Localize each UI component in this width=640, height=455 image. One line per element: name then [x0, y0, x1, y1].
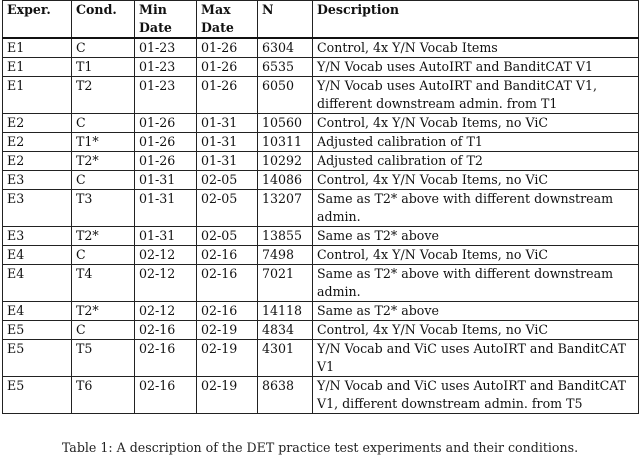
- cell-exper: E4: [3, 246, 72, 265]
- header-n: N: [258, 1, 313, 39]
- cell-cond: T2*: [72, 152, 135, 171]
- header-max-date: Max Date: [197, 1, 258, 39]
- cell-description: Control, 4x Y/N Vocab Items, no ViC: [313, 246, 639, 265]
- table-row: [3, 302, 639, 321]
- table-row: [3, 133, 639, 152]
- cell-max-date: 01-31: [197, 114, 258, 133]
- cell-cond: T1: [72, 58, 135, 77]
- cell-max-date: 02-16: [197, 302, 258, 321]
- header-cond: Cond.: [72, 1, 135, 39]
- cell-n: 14118: [258, 302, 313, 321]
- cell-description: Adjusted calibration of T1: [313, 133, 639, 152]
- cell-cond: C: [72, 246, 135, 265]
- cell-cond: T1*: [72, 133, 135, 152]
- cell-cond: T2*: [72, 302, 135, 321]
- cell-exper: E5: [3, 321, 72, 340]
- cell-description: Same as T2* above with different downstream admin.: [313, 190, 639, 227]
- cell-cond: T6: [72, 377, 135, 414]
- cell-description: Adjusted calibration of T2: [313, 152, 639, 171]
- table-row: [3, 77, 639, 114]
- cell-n: 6304: [258, 38, 313, 58]
- cell-exper: E3: [3, 190, 72, 227]
- cell-n: 8638: [258, 377, 313, 414]
- experiments-table: [2, 0, 639, 414]
- cell-exper: E1: [3, 77, 72, 114]
- header-row: [3, 1, 639, 39]
- cell-description: Y/N Vocab uses AutoIRT and BanditCAT V1: [313, 58, 639, 77]
- cell-description: Control, 4x Y/N Vocab Items, no ViC: [313, 114, 639, 133]
- cell-exper: E3: [3, 227, 72, 246]
- cell-max-date: 02-05: [197, 227, 258, 246]
- cell-min-date: 02-16: [135, 340, 197, 377]
- table-row: [3, 321, 639, 340]
- cell-description: Y/N Vocab and ViC uses AutoIRT and BanditCAT V1: [313, 340, 639, 377]
- cell-cond: C: [72, 38, 135, 58]
- cell-min-date: 01-31: [135, 190, 197, 227]
- cell-cond: C: [72, 171, 135, 190]
- cell-min-date: 01-23: [135, 38, 197, 58]
- table-row: [3, 58, 639, 77]
- header-min-date: Min Date: [135, 1, 197, 39]
- cell-description: Y/N Vocab uses AutoIRT and BanditCAT V1, different downstream admin. from T1: [313, 77, 639, 114]
- cell-max-date: 02-16: [197, 265, 258, 302]
- cell-exper: E5: [3, 377, 72, 414]
- cell-description: Same as T2* above: [313, 227, 639, 246]
- cell-cond: T2: [72, 77, 135, 114]
- cell-max-date: 02-19: [197, 377, 258, 414]
- cell-description: Control, 4x Y/N Vocab Items: [313, 38, 639, 58]
- cell-cond: C: [72, 114, 135, 133]
- cell-min-date: 01-26: [135, 114, 197, 133]
- cell-cond: T4: [72, 265, 135, 302]
- cell-n: 4301: [258, 340, 313, 377]
- cell-exper: E1: [3, 58, 72, 77]
- cell-cond: C: [72, 321, 135, 340]
- cell-n: 10311: [258, 133, 313, 152]
- cell-min-date: 02-16: [135, 377, 197, 414]
- cell-description: Same as T2* above: [313, 302, 639, 321]
- cell-min-date: 01-31: [135, 171, 197, 190]
- cell-min-date: 01-31: [135, 227, 197, 246]
- cell-max-date: 02-05: [197, 190, 258, 227]
- cell-description: Control, 4x Y/N Vocab Items, no ViC: [313, 171, 639, 190]
- table-caption: Table 1: A description of the DET practice test experiments and their conditions.: [61, 440, 579, 455]
- cell-description: Y/N Vocab and ViC uses AutoIRT and BanditCAT V1, different downstream admin. from T5: [313, 377, 639, 414]
- table-row: [3, 190, 639, 227]
- cell-min-date: 02-12: [135, 265, 197, 302]
- table-row: [3, 38, 639, 58]
- cell-max-date: 01-26: [197, 38, 258, 58]
- cell-cond: T5: [72, 340, 135, 377]
- cell-exper: E5: [3, 340, 72, 377]
- cell-min-date: 01-23: [135, 58, 197, 77]
- cell-min-date: 01-23: [135, 77, 197, 114]
- cell-max-date: 01-31: [197, 133, 258, 152]
- cell-cond: T2*: [72, 227, 135, 246]
- cell-min-date: 01-26: [135, 133, 197, 152]
- cell-max-date: 02-19: [197, 321, 258, 340]
- table-row: [3, 114, 639, 133]
- cell-description: Same as T2* above with different downstream admin.: [313, 265, 639, 302]
- cell-max-date: 01-26: [197, 58, 258, 77]
- cell-n: 14086: [258, 171, 313, 190]
- cell-n: 7021: [258, 265, 313, 302]
- cell-n: 10560: [258, 114, 313, 133]
- cell-max-date: 02-16: [197, 246, 258, 265]
- cell-exper: E2: [3, 152, 72, 171]
- cell-max-date: 02-19: [197, 340, 258, 377]
- cell-max-date: 01-31: [197, 152, 258, 171]
- header-description: Description: [313, 1, 639, 39]
- table-row: [3, 265, 639, 302]
- table-row: [3, 171, 639, 190]
- cell-n: 10292: [258, 152, 313, 171]
- cell-exper: E2: [3, 114, 72, 133]
- table-row: [3, 377, 639, 414]
- table-row: [3, 227, 639, 246]
- cell-exper: E1: [3, 38, 72, 58]
- cell-exper: E3: [3, 171, 72, 190]
- cell-max-date: 02-05: [197, 171, 258, 190]
- cell-exper: E4: [3, 265, 72, 302]
- table-row: [3, 246, 639, 265]
- cell-description: Control, 4x Y/N Vocab Items, no ViC: [313, 321, 639, 340]
- table-row: [3, 152, 639, 171]
- cell-min-date: 01-26: [135, 152, 197, 171]
- cell-cond: T3: [72, 190, 135, 227]
- cell-n: 13207: [258, 190, 313, 227]
- cell-min-date: 02-16: [135, 321, 197, 340]
- cell-n: 4834: [258, 321, 313, 340]
- cell-n: 6535: [258, 58, 313, 77]
- cell-max-date: 01-26: [197, 77, 258, 114]
- header-exper: Exper.: [3, 1, 72, 39]
- cell-exper: E2: [3, 133, 72, 152]
- cell-exper: E4: [3, 302, 72, 321]
- cell-n: 7498: [258, 246, 313, 265]
- table-row: [3, 340, 639, 377]
- cell-n: 13855: [258, 227, 313, 246]
- cell-n: 6050: [258, 77, 313, 114]
- cell-min-date: 02-12: [135, 246, 197, 265]
- cell-min-date: 02-12: [135, 302, 197, 321]
